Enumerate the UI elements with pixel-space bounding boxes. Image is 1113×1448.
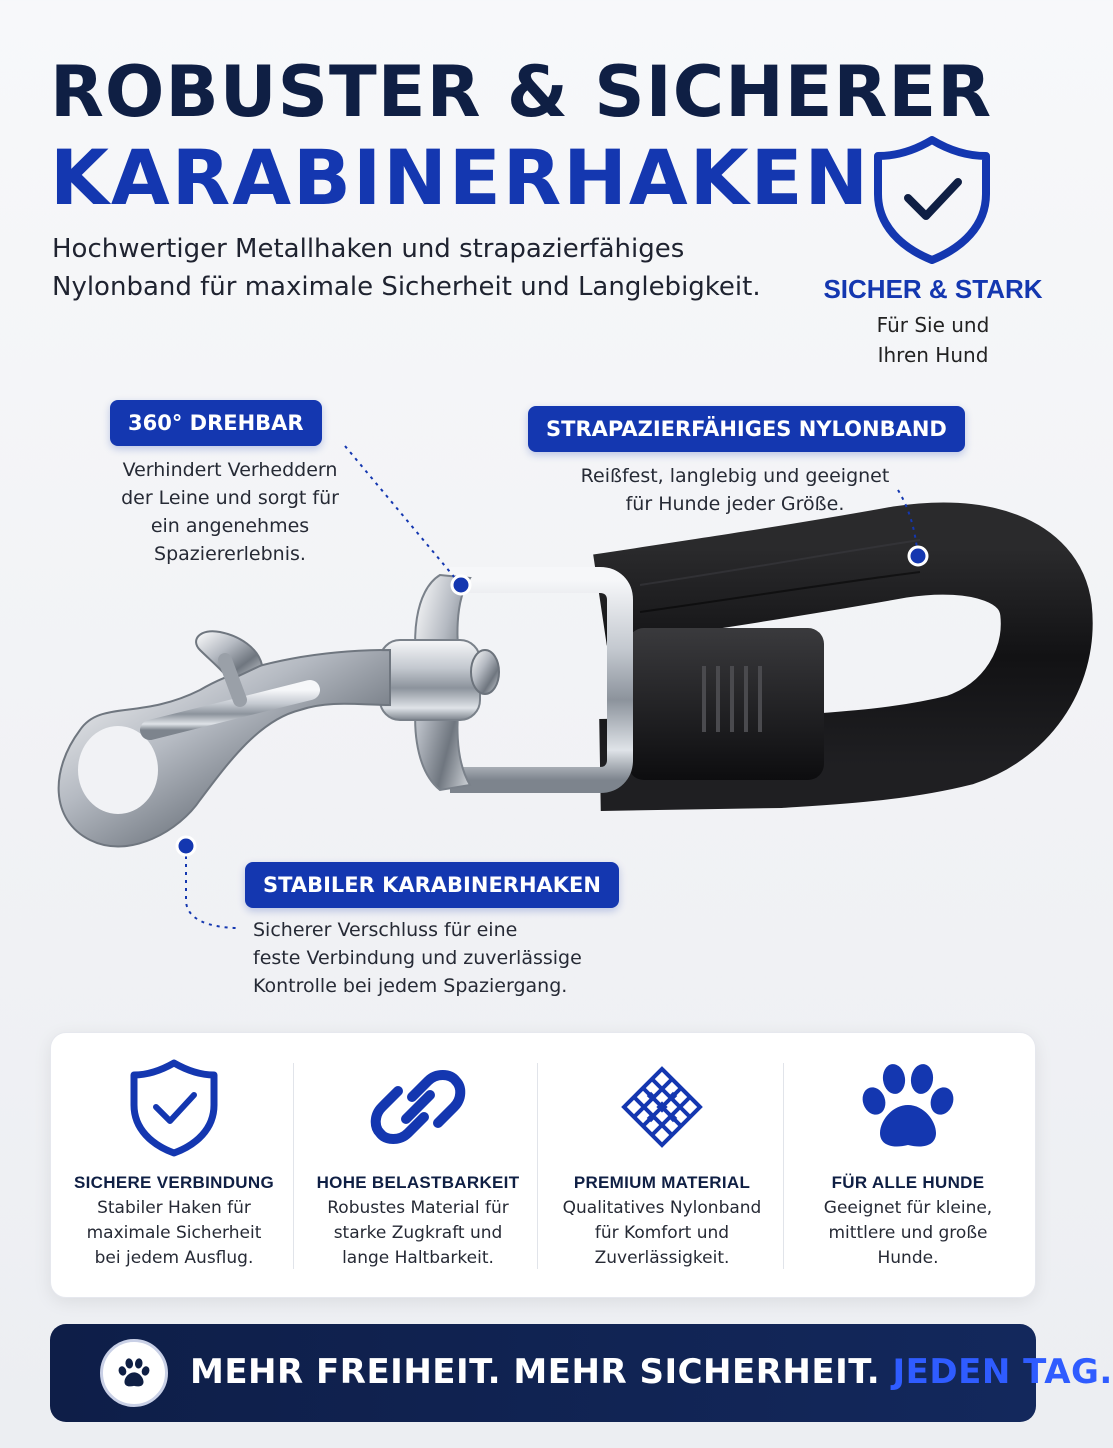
- feature-all-dogs: [785, 1033, 1031, 1299]
- intro-text: Hochwertiger Metallhaken und strapazierfähiges Nylonband für maximale Sicherheit und Langlebigkeit.: [52, 234, 761, 302]
- callout-hook-line: Sicherer Verschluss für eine: [253, 919, 518, 941]
- feature-title: SICHERE VERBINDUNG: [74, 1173, 274, 1192]
- feature-line: bei jedem Ausflug.: [94, 1248, 254, 1268]
- feature-line: starke Zugkraft und: [333, 1223, 503, 1243]
- callout-hook-text: [253, 916, 613, 1000]
- callout-nylon-line: Reißfest, langlebig und geeignet: [580, 465, 890, 487]
- badge-subtitle: [820, 310, 1046, 370]
- feature-description: [797, 1196, 1019, 1271]
- callout-swivel-line: Verhindert Verheddern: [122, 459, 338, 481]
- feature-title: HOHE BELASTBARKEIT: [316, 1173, 520, 1192]
- feature-secure-connection: [51, 1033, 297, 1299]
- features-card: [50, 1032, 1036, 1298]
- callout-swivel-line: Spaziererlebnis.: [154, 543, 306, 565]
- callout-hook-line: Kontrolle bei jedem Spaziergang.: [253, 975, 568, 997]
- badge-subtitle-line1: Für Sie und: [876, 313, 990, 337]
- paw-icon: [858, 1057, 958, 1157]
- paw-icon: [117, 1356, 151, 1390]
- feature-line: lange Haltbarkeit.: [342, 1248, 494, 1268]
- banner-slogan-accent: JEDEN TAG.: [892, 1352, 1113, 1392]
- feature-line: Geeignet für kleine,: [823, 1198, 993, 1218]
- callout-nylon-label: STRAPAZIERFÄHIGES NYLONBAND: [528, 406, 965, 452]
- slogan-banner: [50, 1324, 1113, 1422]
- feature-line: Robustes Material für: [327, 1198, 509, 1218]
- callout-hook-label: STABILER KARABINERHAKEN: [245, 862, 619, 908]
- feature-line: mittlere und große: [828, 1223, 988, 1243]
- headline-line2: KARABINERHAKEN: [50, 133, 871, 222]
- feature-line: Zuverlässigkeit.: [594, 1248, 730, 1268]
- feature-line: Stabiler Haken für: [97, 1198, 251, 1218]
- callout-hook-line: feste Verbindung und zuverlässige: [253, 947, 582, 969]
- woven-fabric-icon: [612, 1057, 712, 1157]
- feature-line: Qualitatives Nylonband: [562, 1198, 762, 1218]
- feature-premium-material: [539, 1033, 785, 1299]
- banner-slogan: [190, 1352, 1113, 1392]
- feature-description: [307, 1196, 529, 1271]
- feature-line: für Komfort und: [594, 1223, 730, 1243]
- badge-subtitle-line2: Ihren Hund: [877, 343, 989, 367]
- shield-check-icon: [872, 134, 992, 264]
- feature-line: maximale Sicherheit: [86, 1223, 262, 1243]
- feature-line: Hunde.: [877, 1248, 939, 1268]
- banner-icon-circle: [100, 1339, 168, 1407]
- headline-line1: ROBUSTER & SICHERER: [50, 51, 993, 133]
- feature-title: PREMIUM MATERIAL: [573, 1173, 751, 1192]
- callout-swivel-text: [110, 456, 350, 568]
- feature-description: [551, 1196, 773, 1271]
- feature-title: FÜR ALLE HUNDE: [831, 1173, 985, 1192]
- banner-slogan-main: MEHR FREIHEIT. MEHR SICHERHEIT.: [190, 1352, 881, 1392]
- callout-swivel-line: ein angenehmes: [150, 515, 310, 537]
- callout-nylon-line: für Hunde jeder Größe.: [625, 493, 845, 515]
- feature-high-load: [295, 1033, 541, 1299]
- shield-check-icon: [124, 1057, 224, 1157]
- callout-swivel-label: 360° DREHBAR: [110, 400, 322, 446]
- feature-description: [63, 1196, 285, 1271]
- callout-nylon-text: [540, 462, 930, 518]
- callout-swivel-line: der Leine und sorgt für: [121, 487, 339, 509]
- badge-title: SICHER & STARK: [823, 274, 1043, 304]
- chain-link-icon: [368, 1057, 468, 1157]
